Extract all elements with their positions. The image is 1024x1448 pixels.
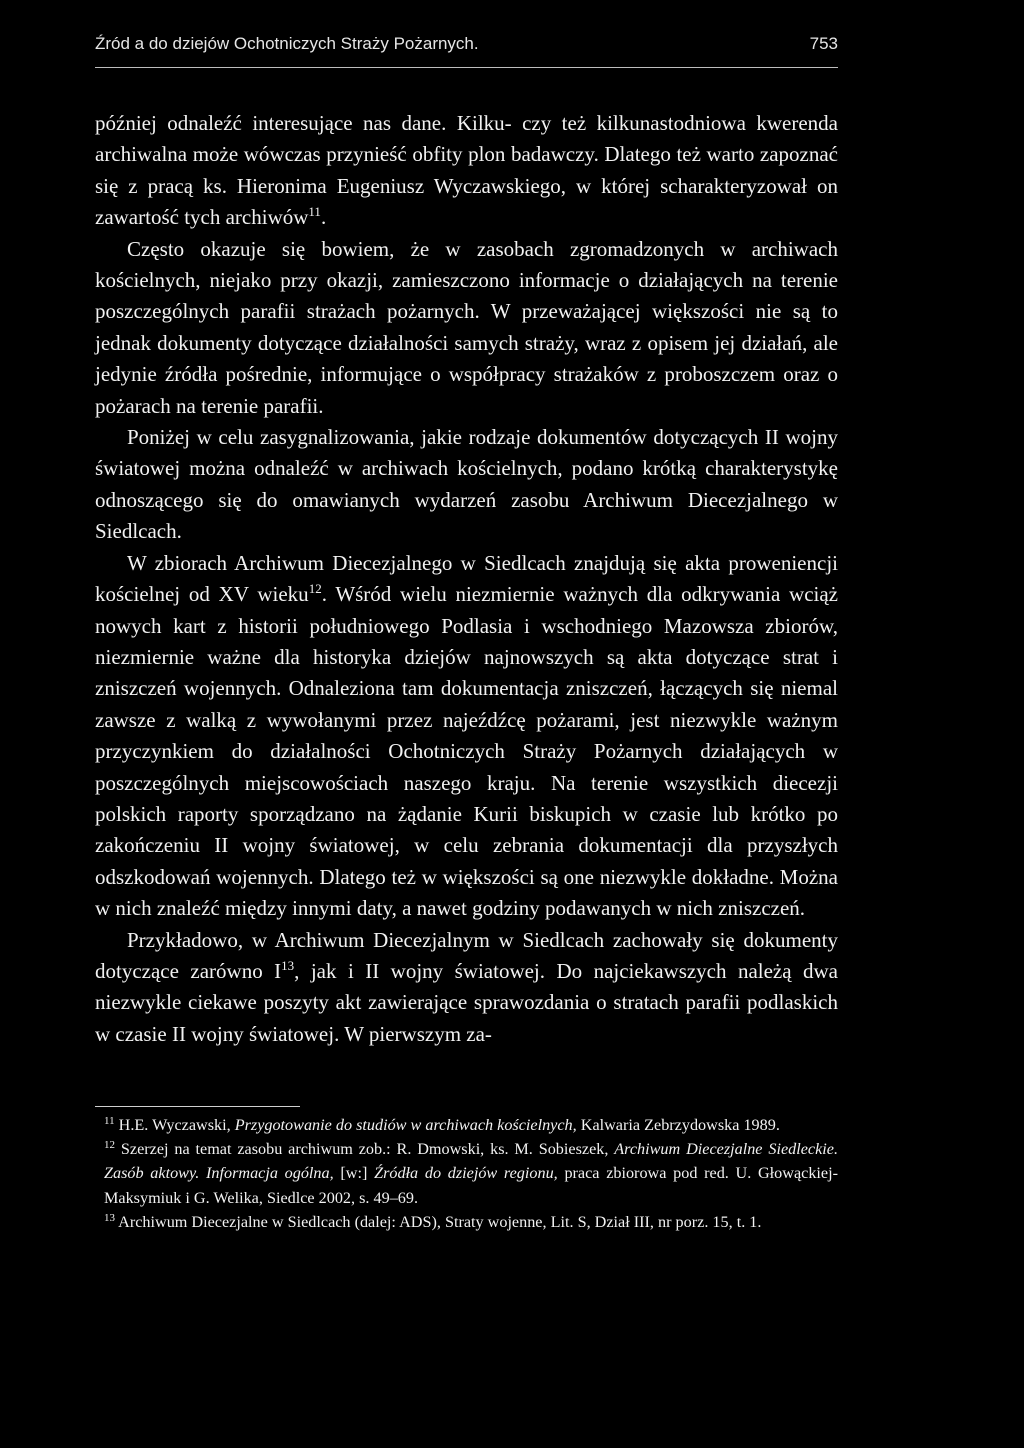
footnote — [95, 1210, 838, 1234]
text-run: . Wśród wielu niezmiernie ważnych dla odkrywania wciąż nowych kart z historii południowego Podlasia i wschodniego Mazowsza zbiorów, niezmiernie ważne dla historyka dziejów najnowszych są akta dotyczące strat i zniszczeń wojennych. Odnaleziona tam dokumentacja zniszczeń, łączących się niemal zawsze z walką z wywołanymi przez najeźdźcę pożarami, jest niezwykle ważnym przyczynkiem do działalności Ochotniczych Straży Pożarnych działających w poszczególnych miejscowościach naszego kraju. Na terenie wszystkich diecezji polskich raporty sporządzano na żądanie Kurii biskupich w czasie lub krótko po zakończeniu II wojny światowej, w celu zebrania dokumentacji dla przyszłych odszkodowań wojennych. Dlatego też w większości są one niezwykle dokładne. Można w nich znaleźć między innymi daty, a nawet godziny podawanych w nich zniszczeń. — [95, 582, 838, 921]
body-paragraph — [95, 108, 838, 234]
footnote-number: 13 — [104, 1211, 115, 1224]
italic-text: Źródła do dziejów regionu, — [374, 1164, 558, 1183]
text-run: [w:] — [333, 1164, 375, 1183]
body-paragraph — [95, 925, 838, 1051]
page-number: 753 — [809, 34, 838, 53]
body-paragraph — [95, 422, 838, 548]
text-run: praca zbiorowa pod red. U. Głowąckiej-Maksymiuk i G. Welika, Siedlce 2002, s. 49–69. — [104, 1164, 838, 1207]
footnote-number: 12 — [104, 1139, 115, 1152]
italic-text: Przygotowanie do studiów w archiwach kościelnych, — [234, 1116, 577, 1134]
footnote-number: 11 — [104, 1115, 115, 1127]
running-title: Źród a do dziejów Ochotniczych Straży Pożarnych. — [95, 34, 479, 53]
italic-text: Archiwum Diecezjalne Siedleckie. Zasób aktowy. Informacja ogólna, — [104, 1140, 838, 1183]
text-run: Archiwum Diecezjalne w Siedlcach (dalej: ADS), Straty wojenne, Lit. S, Dział III, nr porz. 15, t. 1. — [118, 1212, 762, 1231]
text-run: W zbiorach Archiwum Diecezjalnego w Siedlcach znajdują się akta proweniencji kościelnej od XV wieku — [95, 550, 838, 607]
text-run: , jak i II wojny światowej. Do najciekawszych należą dwa niezwykle ciekawe poszyty akt zawierające sprawozdania o stratach parafii podlaskich w czasie II wojny światowej. W pierwszym za- — [95, 958, 839, 1046]
text-run: Kalwaria Zebrzydowska 1989. — [576, 1116, 780, 1134]
text-run: H.E. Wyczawski, — [118, 1116, 235, 1134]
text-run: Szerzej na temat zasobu archiwum zob.: R. Dmowski, ks. M. Sobieszek, — [120, 1140, 615, 1159]
header-rule — [95, 67, 838, 68]
body-paragraph — [95, 548, 838, 925]
footnote — [95, 1113, 838, 1137]
footnote-reference: 12 — [308, 581, 322, 597]
footnote-rule — [95, 1106, 300, 1107]
text-run: później odnaleźć interesujące nas dane. Kilku- czy też kilkunastodniowa kwerenda archiwalna może wówczas przynieść obfity plon badawczy. Dlatego też warto zapoznać się z pracą ks. Hieronima Eugeniusz Wyczawskiego, w której scharakteryzował on zawartość tych archiwów — [95, 111, 838, 230]
footnote-reference: 11 — [308, 204, 321, 220]
footnote — [95, 1137, 838, 1210]
body-text — [95, 108, 838, 1050]
footnotes — [95, 1113, 838, 1234]
footnote-reference: 13 — [281, 957, 295, 973]
text-run: Poniżej w celu zasygnalizowania, jakie rodzaje dokumentów dotyczących II wojny światowej można odnaleźć w archiwach kościelnych, podano krótką charakterystykę odnoszącego się do omawianych wydarzeń zasobu Archiwum Diecezjalnego w Siedlcach. — [95, 425, 838, 544]
text-run: . — [320, 205, 327, 230]
body-paragraph — [95, 234, 838, 422]
text-run: Przykładowo, w Archiwum Diecezjalnym w Siedlcach zachowały się dokumenty dotyczące zarówno I — [95, 927, 838, 983]
text-run: Często okazuje się bowiem, że w zasobach zgromadzonych w archiwach kościelnych, niejako przy okazji, zamieszczono informacje o działających na terenie poszczególnych parafii strażach pożarnych. W przeważającej większości nie są to jednak dokumenty dotyczące działalności samych straży, wraz z opisem jej działań, ale jedynie źródła pośrednie, informujące o współpracy strażaków z proboszczem oraz o pożarach na terenie parafii. — [95, 236, 838, 418]
